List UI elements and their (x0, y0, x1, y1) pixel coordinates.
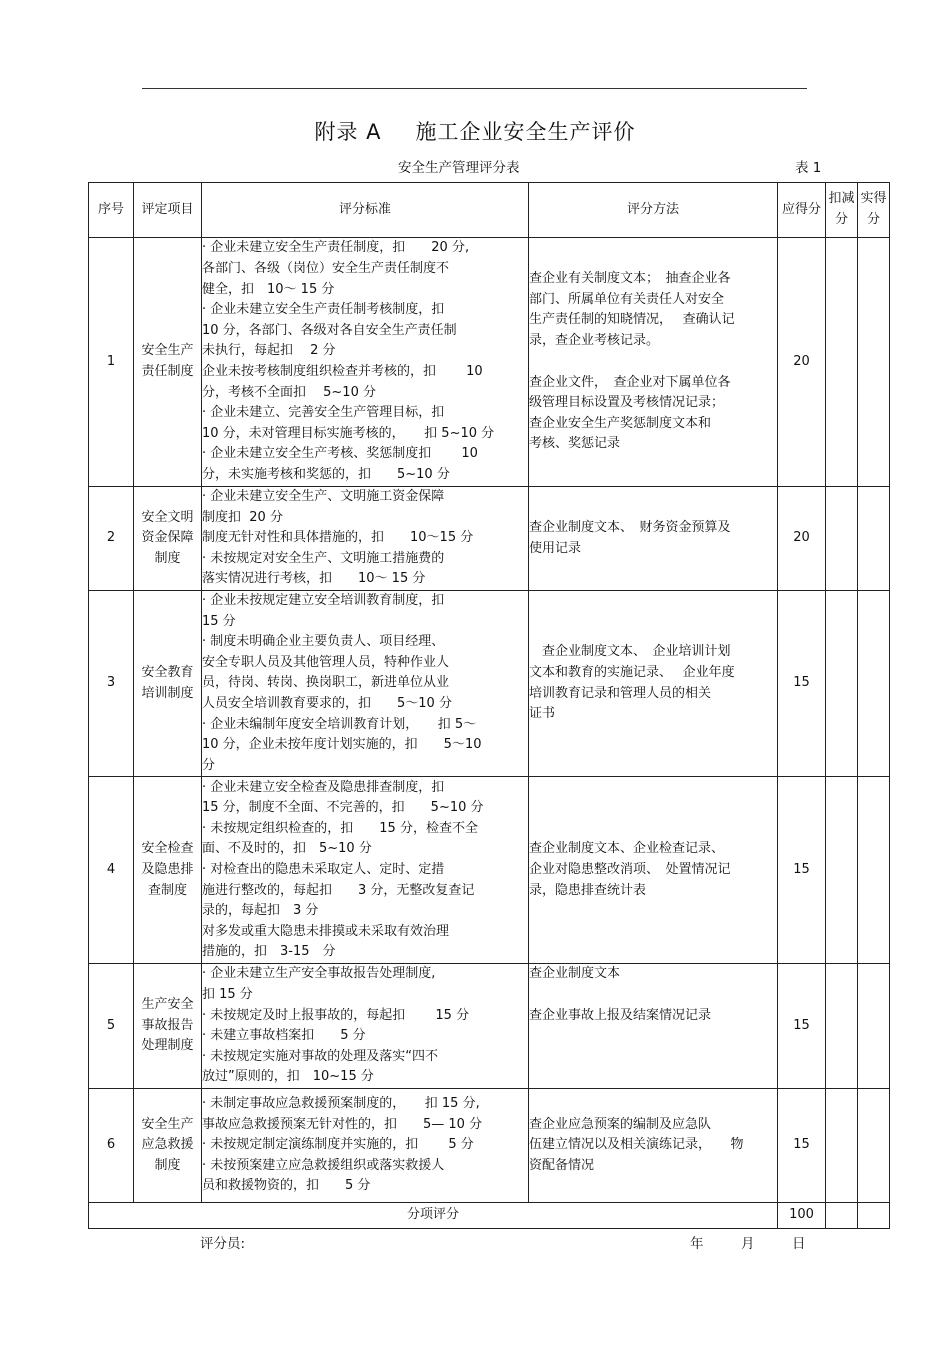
total-due: 100 (778, 1202, 826, 1228)
row-no: 2 (89, 487, 134, 591)
title-text: 施工企业安全生产评价 (415, 120, 636, 144)
row-item-text: 安全检查及隐患排查制度 (141, 841, 194, 898)
row-item (134, 487, 202, 591)
standard-line: 放过”原则的，扣 10~15 分 (202, 1069, 374, 1085)
standard-line: 未执行，每起扣 2 分 (202, 343, 336, 359)
row-actual-score (858, 591, 890, 777)
standard-line: · 制度未明确企业主要负责人、项目经理、 (202, 634, 445, 650)
header-due: 应得分 (778, 183, 826, 238)
row-method (529, 238, 778, 487)
row-deduct-score (826, 238, 858, 487)
header-actual: 实得分 (858, 183, 890, 238)
standard-line: 制度无针对性和具体措施的，扣 10～15 分 (202, 530, 474, 546)
score-table (88, 182, 890, 1229)
row-standard (202, 964, 529, 1089)
standard-line: 施进行整改的，每起扣 3 分，无整改复查记 (202, 882, 475, 898)
standard-line: · 未按规定对安全生产、文明施工措施费的 (202, 550, 445, 566)
method-line: 资配备情况 (529, 1157, 595, 1173)
standard-line: 10 分，未对管理目标实施考核的， 扣 5~10 分 (202, 425, 495, 441)
standard-line: · 企业未建立、完善安全生产管理目标，扣 (202, 405, 445, 421)
method-line: 查企业应急预案的编制及应急队 (529, 1116, 712, 1132)
standard-line: · 未按规定组织检查的，扣 15 分，检查不全 (202, 820, 478, 836)
header-deduct: 扣减分 (826, 183, 858, 238)
standard-line: 落实情况进行考核，扣 10～ 15 分 (202, 571, 426, 587)
method-line: 部门、所属单位有关责任人对安全 (529, 291, 725, 307)
standard-line: 人员安全培训教育要求的，扣 5～10 分 (202, 695, 452, 711)
title-prefix: 附录 A (314, 120, 382, 144)
standard-line: · 对检查出的隐患未采取定人、定时、定措 (202, 862, 445, 878)
method-line: 证书 (529, 706, 556, 722)
standard-line: 分，未实施考核和奖惩的，扣 5~10 分 (202, 466, 450, 482)
total-deduct (826, 1202, 858, 1228)
method-line: 伍建立情况以及相关演练记录， 物 (529, 1137, 744, 1153)
standard-line: · 企业未建立安全生产、文明施工资金保障 (202, 489, 445, 505)
row-actual-score (858, 487, 890, 591)
standard-line: 面、不及时的，扣 5~10 分 (202, 841, 372, 857)
date-year: 年 (690, 1236, 704, 1252)
standard-line: · 未制定事故应急救援预案制度的， 扣 15 分, (202, 1095, 480, 1111)
row-standard (202, 238, 529, 487)
standard-line: · 未按规定实施对事故的处理及落实“四不 (202, 1048, 438, 1064)
standard-line: 健全，扣 10～ 15 分 (202, 281, 335, 297)
table-row (89, 964, 890, 1089)
table-row (89, 777, 890, 964)
row-item-text: 生产安全事故报告处理制度 (141, 997, 194, 1054)
row-due-score: 20 (778, 487, 826, 591)
header-method: 评分方法 (529, 183, 778, 238)
method-line: 录，查企业考核记录。 (529, 332, 660, 348)
row-standard (202, 1088, 529, 1202)
standard-line: · 未按规定制定演练制度并实施的，扣 5 分 (202, 1137, 474, 1153)
row-deduct-score (826, 964, 858, 1089)
header-item: 评定项目 (134, 183, 202, 238)
row-item-text: 安全生产责任制度 (141, 343, 194, 379)
method-line: 查企业文件， 查企业对下属单位各 (529, 374, 731, 390)
table-row (89, 238, 890, 487)
standard-line: · 未按预案建立应急救援组织或落实救援人 (202, 1157, 445, 1173)
method-line (529, 985, 777, 1006)
standard-line: · 企业未建立生产安全事故报告处理制度, (202, 966, 436, 982)
row-method (529, 1088, 778, 1202)
method-line: 查企业制度文本、 财务资金预算及 (529, 519, 731, 535)
standard-line: 15 分 (202, 613, 236, 629)
standard-line: 各部门、各级（岗位）安全生产责任制度不 (202, 261, 450, 277)
method-line: 培训教育记录和管理人员的相关 (529, 685, 712, 701)
table-row (89, 591, 890, 777)
standard-line: 制度扣 20 分 (202, 509, 283, 525)
row-standard (202, 487, 529, 591)
date-day: 日 (792, 1236, 806, 1252)
row-deduct-score (826, 777, 858, 964)
standard-line: · 企业未建立安全生产责任制考核制度，扣 (202, 302, 445, 318)
row-deduct-score (826, 591, 858, 777)
row-item-text: 安全生产应急救援制度 (141, 1116, 194, 1173)
header-no: 序号 (89, 183, 134, 238)
row-due-score: 15 (778, 1088, 826, 1202)
method-line: 企业对隐患整改消项、 处置情况记 (529, 862, 731, 878)
standard-line: 员，待岗、转岗、换岗职工，新进单位从业 (202, 675, 450, 691)
row-item (134, 777, 202, 964)
standard-line: 录的，每起扣 3 分 (202, 903, 319, 919)
header-row (89, 183, 890, 238)
row-due-score: 20 (778, 238, 826, 487)
row-item (134, 591, 202, 777)
standard-line: · 企业未按规定建立安全培训教育制度，扣 (202, 593, 445, 608)
standard-line: 事故应急救援预案无针对性的，扣 5— 10 分 (202, 1116, 483, 1132)
total-row (89, 1202, 890, 1228)
row-actual-score (858, 964, 890, 1089)
row-no: 1 (89, 238, 134, 487)
standard-line: 分 (202, 757, 216, 773)
row-item (134, 1088, 202, 1202)
row-standard (202, 591, 529, 777)
row-standard (202, 777, 529, 964)
date-month: 月 (741, 1236, 755, 1252)
row-item-text: 安全文明资金保障制度 (141, 509, 194, 566)
row-actual-score (858, 777, 890, 964)
method-line: 生产责任制的知晓情况， 查确认记 (529, 312, 735, 328)
standard-line: 10 分，各部门、各级对各自安全生产责任制 (202, 322, 457, 338)
row-item-text: 安全教育培训制度 (141, 665, 194, 701)
method-line (529, 352, 777, 373)
header-standard: 评分标准 (202, 183, 529, 238)
standard-line: 扣 15 分 (202, 986, 253, 1002)
row-no: 5 (89, 964, 134, 1089)
table-number: 表 1 (795, 160, 822, 176)
header-rule (142, 88, 807, 89)
total-label: 分项评分 (89, 1202, 778, 1228)
method-line: 查企业制度文本、企业检查记录、 (529, 841, 725, 857)
standard-line: 员和救援物资的，扣 5 分 (202, 1178, 371, 1194)
row-item (134, 238, 202, 487)
standard-line: · 企业未建立安全生产考核、奖惩制度扣 10 (202, 446, 478, 462)
standard-line: · 企业未编制年度安全培训教育计划， 扣 5～ (202, 716, 477, 732)
standard-line: 企业未按考核制度组织检查并考核的，扣 10 (202, 364, 483, 379)
row-item (134, 964, 202, 1089)
row-no: 6 (89, 1088, 134, 1202)
row-method (529, 591, 778, 777)
method-line: 查企业制度文本、 企业培训计划 (529, 644, 731, 660)
row-deduct-score (826, 1088, 858, 1202)
row-due-score: 15 (778, 964, 826, 1089)
total-actual (858, 1202, 890, 1228)
method-line: 查企业有关制度文本； 抽查企业各 (529, 271, 731, 287)
row-method (529, 964, 778, 1089)
method-line: 使用记录 (529, 540, 582, 556)
standard-line: 分，考核不全面扣 5~10 分 (202, 384, 376, 400)
standard-line: 措施的，扣 3-15 分 (202, 944, 336, 960)
scorer-label: 评分员: (200, 1236, 246, 1252)
standard-line: · 未建立事故档案扣 5 分 (202, 1028, 366, 1044)
method-line: 考核、奖惩记录 (529, 436, 621, 452)
standard-line: · 企业未建立安全检查及隐患排查制度，扣 (202, 779, 445, 795)
standard-line: 10 分，企业未按年度计划实施的，扣 5～10 (202, 737, 482, 753)
method-line: 查企业安全生产奖惩制度文本和 (529, 415, 712, 431)
method-line: 录，隐患排查统计表 (529, 882, 647, 898)
row-actual-score (858, 1088, 890, 1202)
table-subtitle: 安全生产管理评分表 (398, 160, 520, 176)
standard-line: 对多发或重大隐患未排摸或未采取有效治理 (202, 923, 450, 939)
row-deduct-score (826, 487, 858, 591)
standard-line: 15 分，制度不全面、不完善的，扣 5~10 分 (202, 800, 484, 816)
method-line: 级管理目标设置及考核情况记录； (529, 395, 725, 411)
page-title (0, 116, 950, 146)
row-method (529, 777, 778, 964)
method-line: 查企业制度文本 (529, 966, 621, 982)
standard-line: 安全专职人员及其他管理人员，特种作业人 (202, 654, 450, 670)
table-row (89, 487, 890, 591)
standard-line: · 企业未建立安全生产责任制度，扣 20 分, (202, 240, 470, 256)
row-method (529, 487, 778, 591)
row-due-score: 15 (778, 777, 826, 964)
row-no: 3 (89, 591, 134, 777)
row-actual-score (858, 238, 890, 487)
method-line: 查企业事故上报及结案情况记录 (529, 1007, 712, 1023)
method-line: 文本和教育的实施记录、 企业年度 (529, 665, 735, 681)
row-due-score: 15 (778, 591, 826, 777)
table-row (89, 1088, 890, 1202)
row-no: 4 (89, 777, 134, 964)
standard-line: · 未按规定及时上报事故的，每起扣 15 分 (202, 1007, 470, 1023)
